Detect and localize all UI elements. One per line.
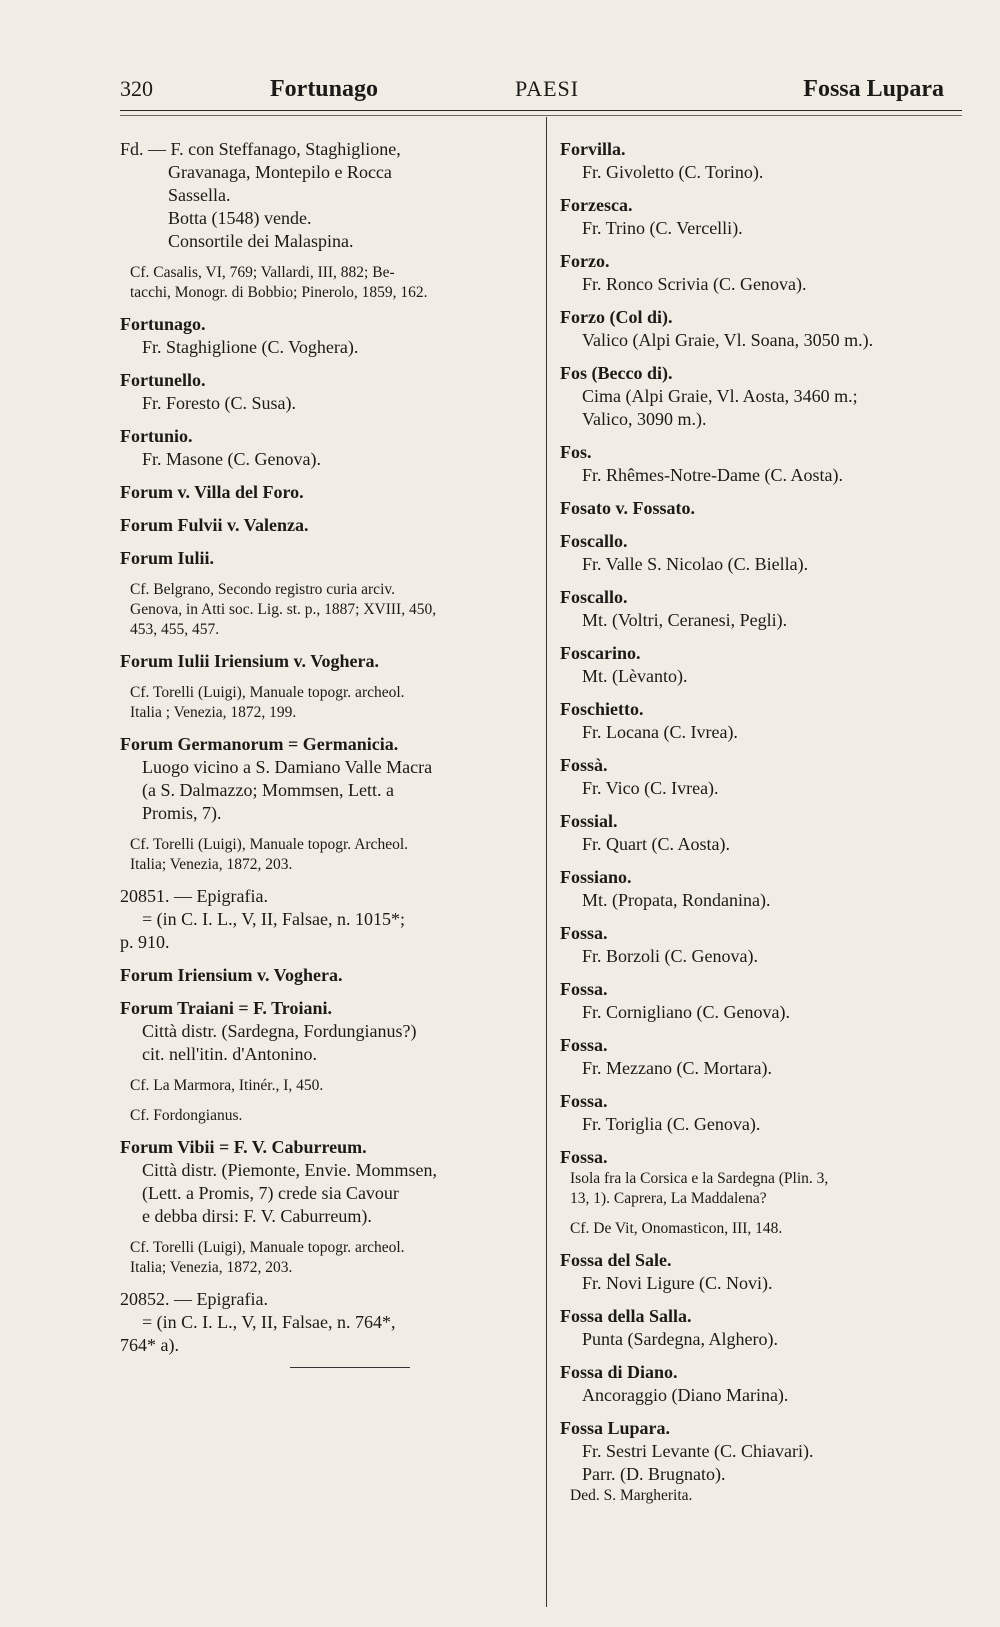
entry-forum-fulvii: Forum Fulvii v. Valenza. <box>120 515 309 535</box>
entry-fossa-4: Fossa. Fr. Toriglia (C. Genova). <box>560 1091 761 1134</box>
entry-fortunago: Fortunago. Fr. Staghiglione (C. Voghera). <box>120 314 359 357</box>
entry-fossa-sale: Fossa del Sale. Fr. Novi Ligure (C. Novi). <box>560 1250 773 1293</box>
entry-fos: Fos. Fr. Rhêmes-Notre-Dame (C. Aosta). <box>560 442 843 485</box>
entry-fossa-3: Fossa. Fr. Mezzano (C. Mortara). <box>560 1035 772 1078</box>
entry-foscallo-2: Foscallo. Mt. (Voltri, Ceranesi, Pegli). <box>560 587 788 630</box>
entry-fossa-1: Fossa. Fr. Borzoli (C. Genova). <box>560 923 758 966</box>
running-header <box>120 70 962 111</box>
header-rule <box>120 115 962 116</box>
entry-fossial: Fossial. Fr. Quart (C. Aosta). <box>560 811 730 854</box>
entry-fortunello: Fortunello. Fr. Foresto (C. Susa). <box>120 370 297 413</box>
citation-la-marmora: Cf. La Marmora, Itinér., I, 450. <box>130 1077 324 1094</box>
entry-forum-iriensium: Forum Iriensium v. Voghera. <box>120 965 343 985</box>
entry-forum-villa: Forum v. Villa del Foro. <box>120 482 304 502</box>
entry-fossa-2: Fossa. Fr. Cornigliano (C. Genova). <box>560 979 790 1022</box>
page-number: 320 <box>120 76 153 101</box>
entry-epigrafia-20852: 20852. — Epigrafia. = (in C. I. L., V, II, Falsae, n. 764*, 764* a). <box>120 1289 396 1355</box>
entry-fosato: Fosato v. Fossato. <box>560 498 695 518</box>
citation-torelli-3: Cf. Torelli (Luigi), Manuale topogr. archeol. Italia; Venezia, 1872, 203. <box>130 1239 405 1276</box>
entry-fossa-5: Fossa. Isola fra la Corsica e la Sardegna (Plin. 3, 13, 1). Caprera, La Maddalena? <box>560 1147 829 1207</box>
entry-forum-germanorum: Forum Germanorum = Germanicia. Luogo vicino a S. Damiano Valle Macra (a S. Dalmazzo; Mommsen, Lett. a Promis, 7). <box>120 734 433 823</box>
citation-casalis: Cf. Casalis, VI, 769; Vallardi, III, 882; Be- tacchi, Monogr. di Bobbio; Pinerolo, 1859, 162. <box>130 264 428 301</box>
entry-fossa-accent: Fossà. Fr. Vico (C. Ivrea). <box>560 755 719 798</box>
entry-forum-vibii: Forum Vibii = F. V. Caburreum. Città distr. (Piemonte, Envie. Mommsen, (Lett. a Promis, 7) crede sia Cavour e debba dirsi: F. V. Caburreum). <box>120 1137 437 1226</box>
citation-belgrano: Cf. Belgrano, Secondo registro curia arciv. Genova, in Atti soc. Lig. st. p., 1887; XVIII, 450, 453, 455, 457. <box>130 581 437 638</box>
header-left-title: Fortunago <box>270 76 378 102</box>
right-column <box>560 138 965 1516</box>
entry-fos-becco: Fos (Becco di). Cima (Alpi Graie, Vl. Aosta, 3460 m.; Valico, 3090 m.). <box>560 363 858 429</box>
end-rule <box>290 1367 410 1368</box>
column-divider <box>546 117 547 1607</box>
entry-foscallo-1: Foscallo. Fr. Valle S. Nicolao (C. Biella). <box>560 531 809 574</box>
entry-foscarino: Foscarino. Mt. (Lèvanto). <box>560 643 688 686</box>
citation-torelli-1: Cf. Torelli (Luigi), Manuale topogr. archeol. Italia ; Venezia, 1872, 199. <box>130 684 405 721</box>
entry-forum-iulii: Forum Iulii. <box>120 548 215 568</box>
citation-fordongianus: Cf. Fordongianus. <box>130 1107 243 1124</box>
entry-forzo-col: Forzo (Col di). Valico (Alpi Graie, Vl. Soana, 3050 m.). <box>560 307 874 350</box>
entry-fortunio: Fortunio. Fr. Masone (C. Genova). <box>120 426 321 469</box>
entry-forzo: Forzo. Fr. Ronco Scrivia (C. Genova). <box>560 251 807 294</box>
entry-fossa-diano: Fossa di Diano. Ancoraggio (Diano Marina). <box>560 1362 789 1405</box>
entry-forvilla: Forvilla. Fr. Givoletto (C. Torino). <box>560 139 764 182</box>
entry-fossa-salla: Fossa della Salla. Punta (Sardegna, Alghero). <box>560 1306 778 1349</box>
left-column <box>120 138 532 1368</box>
entry-forum-iulii-iriensium: Forum Iulii Iriensium v. Voghera. <box>120 651 380 671</box>
entry-forum-traiani: Forum Traiani = F. Troiani. Città distr. (Sardegna, Fordungianus?) cit. nell'itin. d'Antonino. <box>120 998 417 1064</box>
entry-forzesca: Forzesca. Fr. Trino (C. Vercelli). <box>560 195 743 238</box>
entry-fossiano: Fossiano. Mt. (Propata, Rondanina). <box>560 867 771 910</box>
citation-torelli-2: Cf. Torelli (Luigi), Manuale topogr. Archeol. Italia; Venezia, 1872, 203. <box>130 836 409 873</box>
header-center-title: PAESI <box>515 76 580 101</box>
entry-epigrafia-20851: 20851. — Epigrafia. = (in C. I. L., V, II, Falsae, n. 1015*; p. 910. <box>120 886 405 952</box>
entry-fd: Fd. — F. con Steffanago, Staghiglione, Gravanaga, Montepilo e Rocca Sassella. Botta (1548) vende. Consortile dei Malaspina. <box>120 139 401 251</box>
citation-de-vit: Cf. De Vit, Onomasticon, III, 148. <box>570 1220 783 1237</box>
entry-foschietto: Foschietto. Fr. Locana (C. Ivrea). <box>560 699 738 742</box>
header-right-title: Fossa Lupara <box>803 76 944 102</box>
entry-fossa-lupara: Fossa Lupara. Fr. Sestri Levante (C. Chiavari). Parr. (D. Brugnato). Ded. S. Margherita. <box>560 1418 814 1504</box>
